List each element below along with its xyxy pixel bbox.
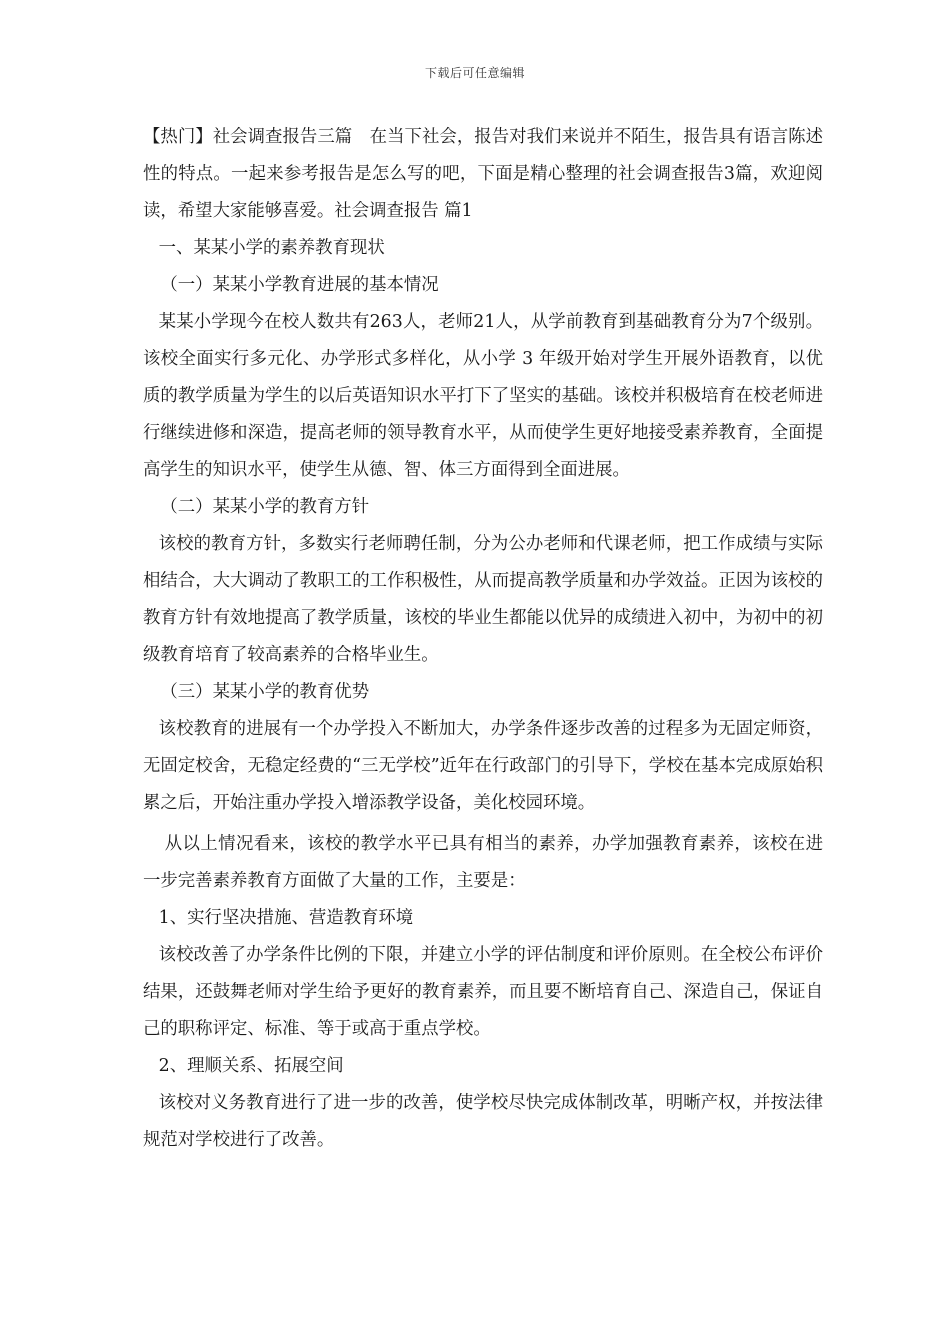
subsection-1-heading: （一）某某小学教育进展的基本情况 bbox=[160, 275, 439, 295]
page-header-note: 下载后可任意编辑 bbox=[424, 66, 525, 80]
section-1-heading: 一、某某小学的素养教育现状 bbox=[158, 238, 385, 258]
item-2-heading: 2、理顺关系、拓展空间 bbox=[158, 1056, 344, 1076]
item-1-paragraph: 该校改善了办学条件比例的下限，并建立小学的评估制度和评价原则。在全校公布评价结果，还鼓舞老师对学生给予更好的教育素养，而且要不断培育自己、深造自己，保证自己的职称评定、标准、等于或高于重点学校。 bbox=[143, 945, 823, 1039]
intro-paragraph: 【热门】社会调查报告三篇 在当下社会，报告对我们来说并不陌生，报告具有语言陈述性的特点。一起来参考报告是怎么写的吧，下面是精心整理的社会调查报告3篇，欢迎阅读，希望大家能够喜爱。社会调查报告 篇1 bbox=[143, 127, 823, 221]
document-body bbox=[143, 119, 823, 1159]
summary-paragraph: 从以上情况看来，该校的教学水平已具有相当的素养，办学加强教育素养，该校在进一步完善素养教育方面做了大量的工作，主要是： bbox=[143, 834, 823, 891]
subsection-2-paragraph: 该校的教育方针，多数实行老师聘任制，分为公办老师和代课老师，把工作成绩与实际相结合，大大调动了教职工的工作积极性，从而提高教学质量和办学效益。正因为该校的教育方针有效地提高了教学质量，该校的毕业生都能以优异的成绩进入初中，为初中的初级教育培育了较高素养的合格毕业生。 bbox=[143, 534, 823, 665]
subsection-3-paragraph: 该校教育的进展有一个办学投入不断加大，办学条件逐步改善的过程多为无固定师资，无固定校舍，无稳定经费的“三无学校”近年在行政部门的引导下，学校在基本完成原始积累之后，开始注重办学投入增添教学设备，美化校园环境。 bbox=[143, 719, 823, 813]
subsection-1-paragraph: 某某小学现今在校人数共有263人，老师21人，从学前教育到基础教育分为7个级别。该校全面实行多元化、办学形式多样化，从小学 3 年级开始对学生开展外语教育，以优质的教学质量为学生的以后英语知识水平打下了坚实的基础。该校并积极培育在校老师进行继续进修和深造，提高老师的领导教育水平，从而使学生更好地接受素养教育，全面提高学生的知识水平，使学生从德、智、体三方面得到全面进展。 bbox=[143, 312, 823, 480]
item-1-heading: 1、实行坚决措施、营造教育环境 bbox=[158, 908, 414, 928]
subsection-3-heading: （三）某某小学的教育优势 bbox=[160, 682, 370, 702]
subsection-2-heading: （二）某某小学的教育方针 bbox=[160, 497, 370, 517]
item-2-paragraph: 该校对义务教育进行了进一步的改善，使学校尽快完成体制改革，明晰产权，并按法律规范对学校进行了改善。 bbox=[143, 1093, 823, 1150]
